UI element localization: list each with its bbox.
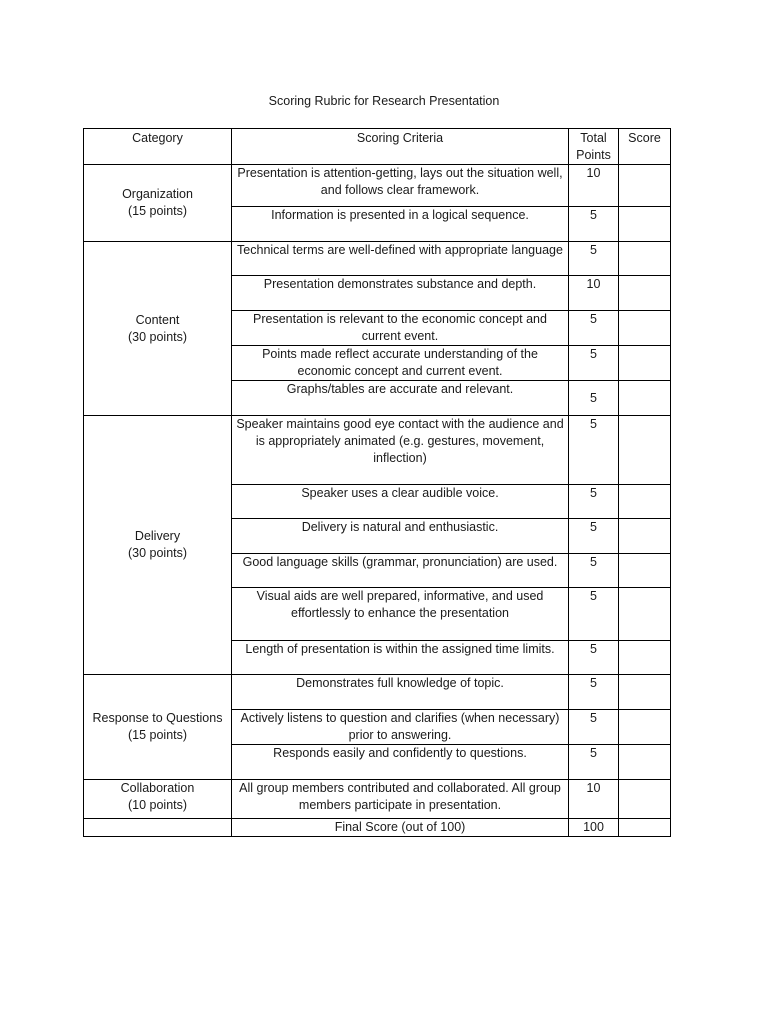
criteria-text: Points made reflect accurate understanding of the economic concept and current event. <box>262 347 538 378</box>
criteria-cell <box>232 311 569 346</box>
total-points-cell: 5 <box>569 381 619 416</box>
criteria-cell <box>232 641 569 675</box>
final-total-points: 100 <box>569 819 619 837</box>
criteria-cell <box>232 165 569 207</box>
criteria-cell <box>232 710 569 745</box>
criteria-cell <box>232 242 569 276</box>
total-points-cell: 5 <box>569 588 619 641</box>
criteria-text: Speaker maintains good eye contact with the audience and is appropriately animated (e.g. gestures, movement, inflection) <box>236 417 564 465</box>
score-cell[interactable] <box>619 519 671 554</box>
header-category: Category <box>84 129 232 165</box>
criteria-cell <box>232 519 569 554</box>
criteria-text: Length of presentation is within the assigned time limits. <box>245 642 555 656</box>
header-score: Score <box>619 129 671 165</box>
final-score-label: Final Score (out of 100) <box>232 819 569 837</box>
score-cell[interactable] <box>619 165 671 207</box>
category-cell-organization <box>84 165 232 242</box>
category-name: Response to Questions <box>92 711 223 725</box>
criteria-text: Actively listens to question and clarifies (when necessary) prior to answering. <box>240 711 560 742</box>
total-points-cell: 5 <box>569 745 619 780</box>
total-points-cell: 5 <box>569 311 619 346</box>
score-cell[interactable] <box>619 381 671 416</box>
table-row <box>84 780 671 819</box>
criteria-cell <box>232 554 569 588</box>
total-points-cell: 5 <box>569 519 619 554</box>
total-points-cell: 5 <box>569 242 619 276</box>
criteria-text: Visual aids are well prepared, informative, and used effortlessly to enhance the presentation <box>256 589 544 620</box>
total-points-cell: 10 <box>569 276 619 311</box>
category-points: (15 points) <box>127 728 188 742</box>
score-cell[interactable] <box>619 311 671 346</box>
criteria-cell <box>232 346 569 381</box>
category-points: (15 points) <box>127 204 188 218</box>
total-points-cell: 5 <box>569 416 619 485</box>
score-cell[interactable] <box>619 242 671 276</box>
total-points-cell: 10 <box>569 165 619 207</box>
score-cell[interactable] <box>619 780 671 819</box>
score-cell[interactable] <box>619 710 671 745</box>
table-row <box>84 242 671 276</box>
rubric-table <box>83 128 671 837</box>
total-points-cell: 5 <box>569 346 619 381</box>
final-score-cell[interactable] <box>619 819 671 837</box>
score-cell[interactable] <box>619 588 671 641</box>
total-points-cell: 5 <box>569 641 619 675</box>
criteria-cell <box>232 276 569 311</box>
criteria-text: Demonstrates full knowledge of topic. <box>296 676 504 690</box>
criteria-cell <box>232 207 569 242</box>
criteria-cell <box>232 745 569 780</box>
total-points-cell: 5 <box>569 675 619 710</box>
score-cell[interactable] <box>619 485 671 519</box>
total-points-cell: 5 <box>569 485 619 519</box>
total-points-cell: 10 <box>569 780 619 819</box>
table-row <box>84 416 671 485</box>
table-row <box>84 165 671 207</box>
score-cell[interactable] <box>619 346 671 381</box>
criteria-text: Good language skills (grammar, pronunciation) are used. <box>242 555 558 569</box>
header-scoring-criteria: Scoring Criteria <box>232 129 569 165</box>
final-empty-cell <box>84 819 232 837</box>
final-score-row <box>84 819 671 837</box>
criteria-text: Delivery is natural and enthusiastic. <box>301 520 499 534</box>
total-points-cell: 5 <box>569 207 619 242</box>
criteria-cell <box>232 780 569 819</box>
score-cell[interactable] <box>619 554 671 588</box>
table-row <box>84 675 671 710</box>
category-points: (10 points) <box>127 798 188 812</box>
category-name: Collaboration <box>120 781 195 795</box>
score-cell[interactable] <box>619 745 671 780</box>
criteria-cell <box>232 485 569 519</box>
document-title: Scoring Rubric for Research Presentation <box>268 94 500 108</box>
score-cell[interactable] <box>619 641 671 675</box>
criteria-cell <box>232 588 569 641</box>
category-name: Organization <box>122 187 193 201</box>
criteria-text: Graphs/tables are accurate and relevant. <box>286 382 514 396</box>
header-row <box>84 129 671 165</box>
score-cell[interactable] <box>619 416 671 485</box>
score-cell[interactable] <box>619 276 671 311</box>
category-points: (30 points) <box>127 329 188 344</box>
criteria-text: Technical terms are well-defined with appropriate language <box>237 243 563 257</box>
category-points: (30 points) <box>127 546 188 560</box>
total-points-cell: 5 <box>569 710 619 745</box>
category-cell-collaboration <box>84 780 232 819</box>
score-cell[interactable] <box>619 207 671 242</box>
category-name: Delivery <box>134 529 181 543</box>
category-cell-content <box>84 242 232 416</box>
criteria-cell <box>232 381 569 416</box>
criteria-cell <box>232 416 569 485</box>
criteria-cell <box>232 675 569 710</box>
score-cell[interactable] <box>619 675 671 710</box>
criteria-text: Presentation demonstrates substance and depth. <box>263 277 537 291</box>
criteria-text: All group members contributed and collaborated. All group members participate in presentation. <box>239 781 561 812</box>
category-cell-response-to-questions <box>84 675 232 780</box>
header-total-points <box>569 129 619 165</box>
total-points-cell: 5 <box>569 554 619 588</box>
criteria-text: Presentation is relevant to the economic concept and current event. <box>253 312 547 343</box>
criteria-text: Presentation is attention-getting, lays out the situation well, and follows clear framework. <box>237 166 563 197</box>
header-total-points-label: Total Points <box>576 131 611 162</box>
criteria-text: Responds easily and confidently to questions. <box>273 746 527 760</box>
category-cell-delivery <box>84 416 232 675</box>
criteria-text: Speaker uses a clear audible voice. <box>301 486 499 500</box>
category-name: Content <box>135 312 180 327</box>
criteria-text: Information is presented in a logical sequence. <box>271 208 529 222</box>
